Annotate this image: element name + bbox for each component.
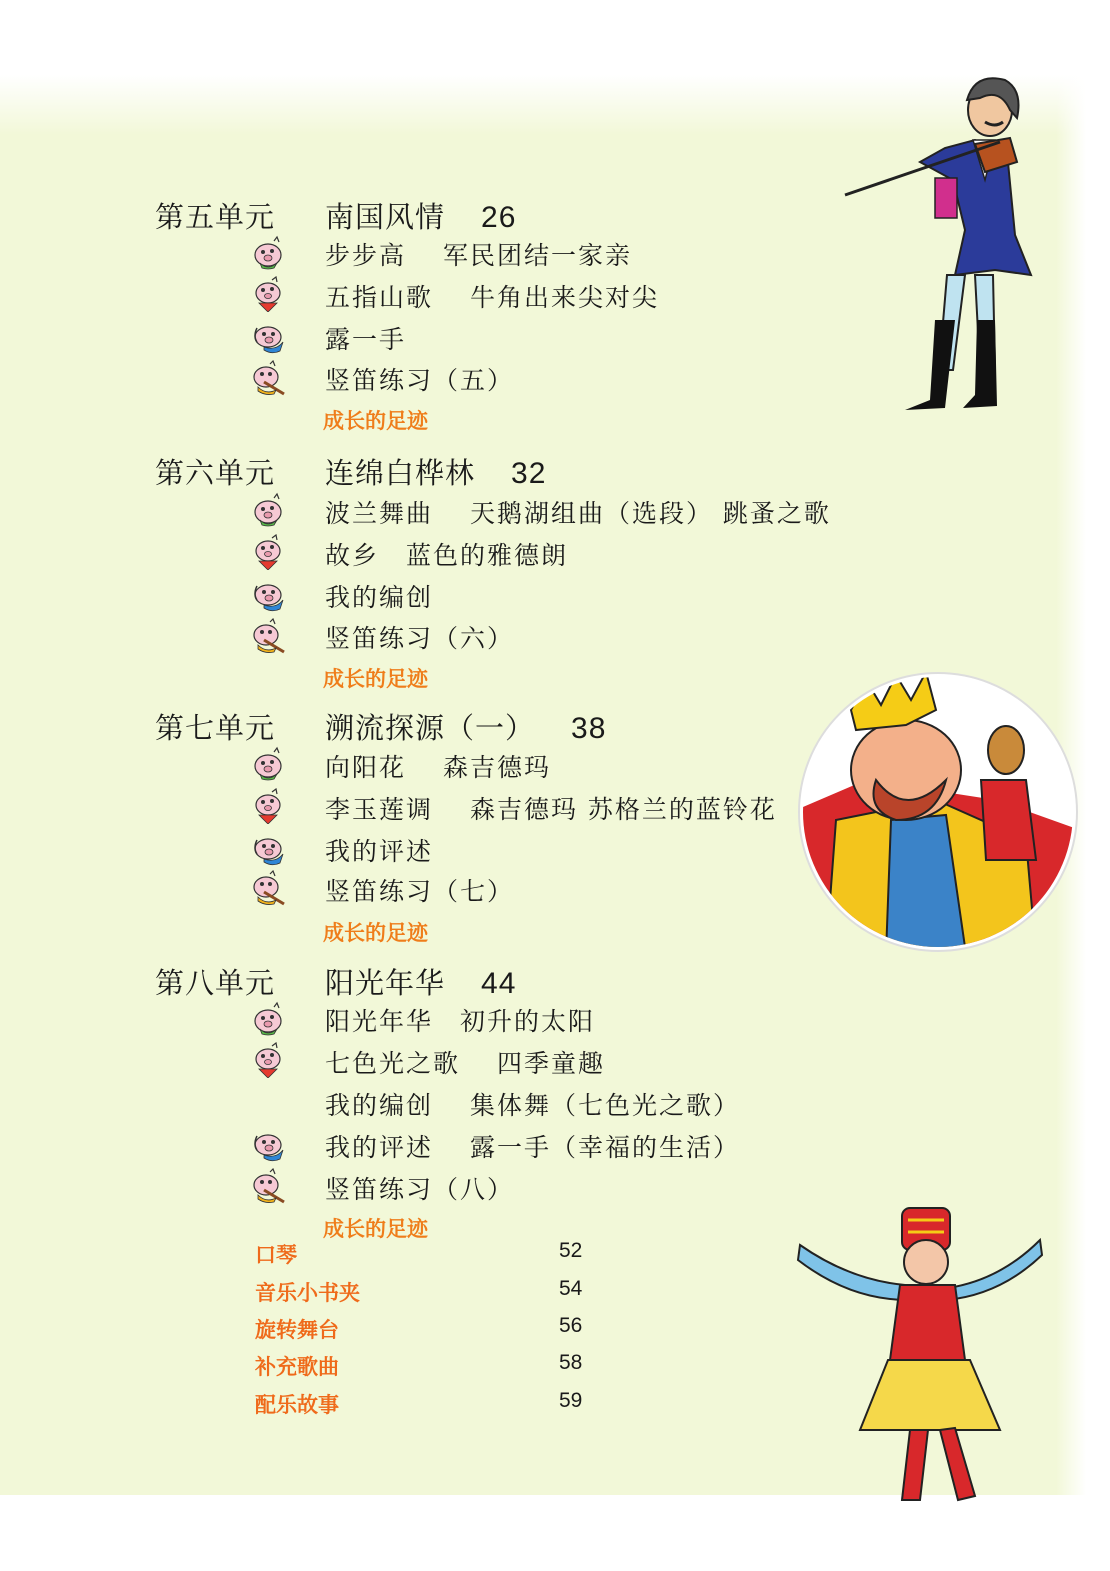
singing-pig-icon [250,746,286,782]
lesson-item[interactable]: 我的编创 集体舞（七色光之歌） [325,1091,740,1120]
singing-pig-icon [250,1001,286,1037]
recorder-pig-icon [250,1168,286,1204]
lesson-item[interactable]: 我的评述 露一手（幸福的生活） [325,1133,740,1162]
unit-page-number: 44 [481,967,517,1000]
recorder-pig-icon [250,360,286,396]
unit-page-number: 32 [511,457,547,490]
listening-pig-icon [250,830,286,866]
lesson-item[interactable]: 李玉莲调 森吉德玛 苏格兰的蓝铃花 [325,795,777,824]
growth-footprint-link[interactable]: 成长的足迹 [323,1218,428,1241]
unit-page-number: 38 [571,712,607,745]
unit-name: 南国风情 [325,200,446,234]
singing-pig-icon [250,276,286,312]
singing-pig-icon [250,788,286,824]
lesson-item[interactable]: 我的评述 [325,837,434,866]
unit-label: 第六单元 [155,456,276,490]
appendix-page-number: 52 [559,1239,583,1262]
appendix-page-number: 56 [559,1314,583,1337]
lesson-item[interactable]: 竖笛练习（七） [325,877,515,906]
unit-title-7[interactable] [155,706,606,747]
appendix-page-number: 59 [559,1389,583,1412]
unit-name: 连绵白桦林 [325,456,476,490]
lesson-item[interactable]: 向阳花 森吉德玛 [325,753,551,782]
listening-pig-icon [250,576,286,612]
lesson-item[interactable]: 阳光年华 初升的太阳 [325,1007,596,1036]
appendix-page-number: 54 [559,1277,583,1300]
recorder-pig-icon [250,618,286,654]
lesson-item[interactable]: 波兰舞曲 天鹅湖组曲（选段） 跳蚤之歌 [325,499,831,528]
unit-label: 第五单元 [155,200,276,234]
singing-pig-icon [250,1042,286,1078]
singing-pig-icon [250,235,286,271]
unit-title-6[interactable] [155,451,546,492]
listening-pig-icon [250,1126,286,1162]
unit-page-number: 26 [481,201,517,234]
growth-footprint-link[interactable]: 成长的足迹 [323,410,428,433]
growth-footprint-link[interactable]: 成长的足迹 [323,668,428,691]
appendix-title[interactable]: 补充歌曲 [255,1356,339,1379]
growth-footprint-link[interactable]: 成长的足迹 [323,922,428,945]
lesson-item[interactable]: 我的编创 [325,583,434,612]
unit-name: 阳光年华 [325,966,446,1000]
listening-pig-icon [250,318,286,354]
dancer-illustration [790,1200,1050,1520]
unit-name: 溯流探源（一） [325,711,536,745]
unit-title-8[interactable] [155,961,516,1002]
appendix-page-number: 58 [559,1351,583,1374]
recorder-pig-icon [250,870,286,906]
unit-title-5[interactable] [155,195,516,236]
lesson-item[interactable]: 故乡 蓝色的雅德朗 [325,541,569,570]
lesson-item[interactable]: 露一手 [325,325,407,354]
king-illustration [796,670,1080,954]
appendix-title[interactable]: 配乐故事 [255,1394,339,1417]
lesson-item[interactable]: 五指山歌 牛角出来尖对尖 [325,283,659,312]
lesson-item[interactable]: 步步高 军民团结一家亲 [325,241,632,270]
lesson-item[interactable]: 竖笛练习（八） [325,1175,515,1204]
lesson-item[interactable]: 七色光之歌 四季童趣 [325,1049,605,1078]
unit-label: 第八单元 [155,966,276,1000]
violinist-illustration [835,70,1035,415]
lesson-item[interactable]: 竖笛练习（六） [325,624,515,653]
singing-pig-icon [250,492,286,528]
singing-pig-icon [250,534,286,570]
appendix-title[interactable]: 旋转舞台 [255,1319,339,1342]
unit-label: 第七单元 [155,711,276,745]
appendix-title[interactable]: 音乐小书夹 [255,1282,360,1305]
appendix-title[interactable]: 口琴 [255,1244,297,1267]
lesson-item[interactable]: 竖笛练习（五） [325,366,515,395]
